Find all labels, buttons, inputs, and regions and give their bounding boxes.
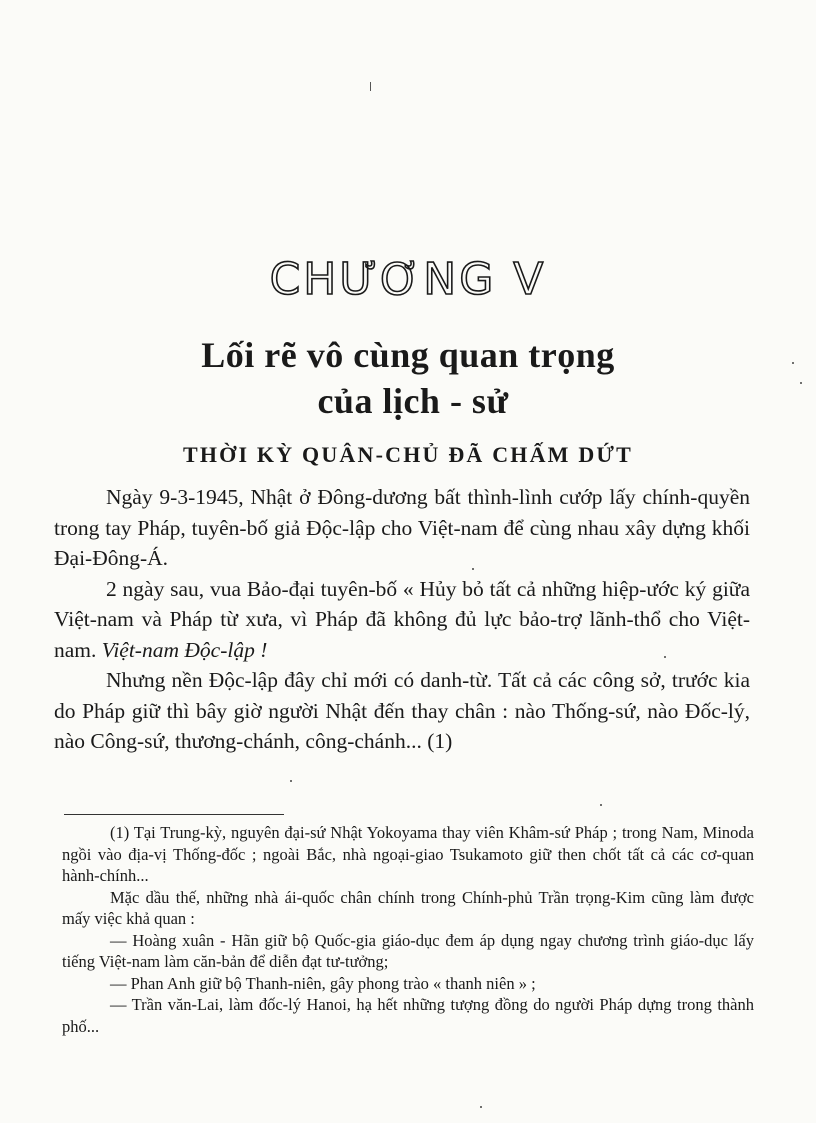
chapter-title-line-2: của lịch - sử [317,381,509,421]
footnote-4: — Phan Anh giữ bộ Thanh-niên, gây phong trào « thanh niên » ; [110,973,536,993]
footnote-5: — Trần văn-Lai, làm đốc-lý Hanoi, hạ hết những tượng đồng do người Pháp dựng trong thành phố... [62,995,754,1036]
footnote-1: (1) Tại Trung-kỳ, nguyên đại-sứ Nhật Yokoyama thay viên Khâm-sứ Pháp ; trong Nam, Minoda ngồi vào địa-vị Thống-đốc ; ngoài Bắc, nhà ngoại-giao Tsukamoto giữ then chốt tất cả các cơ-quan hành-chính... [62,823,754,885]
body-paragraph-2-emphasis: Việt-nam Độc-lập ! [101,637,268,662]
scan-speck [480,1106,482,1108]
scan-speck [600,804,602,806]
footnote-3: — Hoàng xuân - Hãn giữ bộ Quốc-gia giáo-dục đem áp dụng ngay chương trình giáo-dục lấy tiếng Việt-nam làm căn-bản để diễn đạt tư-tưởng; [62,930,754,971]
scan-speck [290,780,292,782]
footnotes [62,822,754,1037]
body-text [54,482,750,757]
body-paragraph-1: Ngày 9-3-1945, Nhật ở Đông-dương bất thình-lình cướp lấy chính-quyền trong tay Pháp, tuyên-bố giả Độc-lập cho Việt-nam để cùng nhau xây dựng khối Đại-Đông-Á. [54,485,750,570]
section-heading: THỜI KỲ QUÂN-CHỦ ĐÃ CHẤM DỨT [182,442,634,467]
chapter-heading: CHƯƠNG V [269,254,547,305]
footnote-2: Mặc dầu thế, những nhà ái-quốc chân chính trong Chính-phủ Trần trọng-Kim cũng làm được mấy việc khả quan : [62,887,754,928]
footnote-divider [64,814,284,815]
chapter-title [0,332,816,424]
scan-mark [370,82,371,91]
body-paragraph-2-text: 2 ngày sau, vua Bảo-đại tuyên-bố « Hủy bỏ tất cả những hiệp-ước ký giữa Việt-nam và Pháp từ xưa, vì Pháp đã không đủ lực bảo-trợ lãnh-thổ cho Việt-nam. [54,576,750,662]
body-paragraph-3: Nhưng nền Độc-lập đây chỉ mới có danh-từ. Tất cả các công sở, trước kia do Pháp giữ thì bây giờ người Nhật đến thay chân : nào Thống-sứ, nào Đốc-lý, nào Công-sứ, thương-chánh, công-chánh... (1) [54,668,750,753]
chapter-title-line-1: Lối rẽ vô cùng quan trọng [201,335,615,375]
body-paragraph-2 [54,574,750,666]
